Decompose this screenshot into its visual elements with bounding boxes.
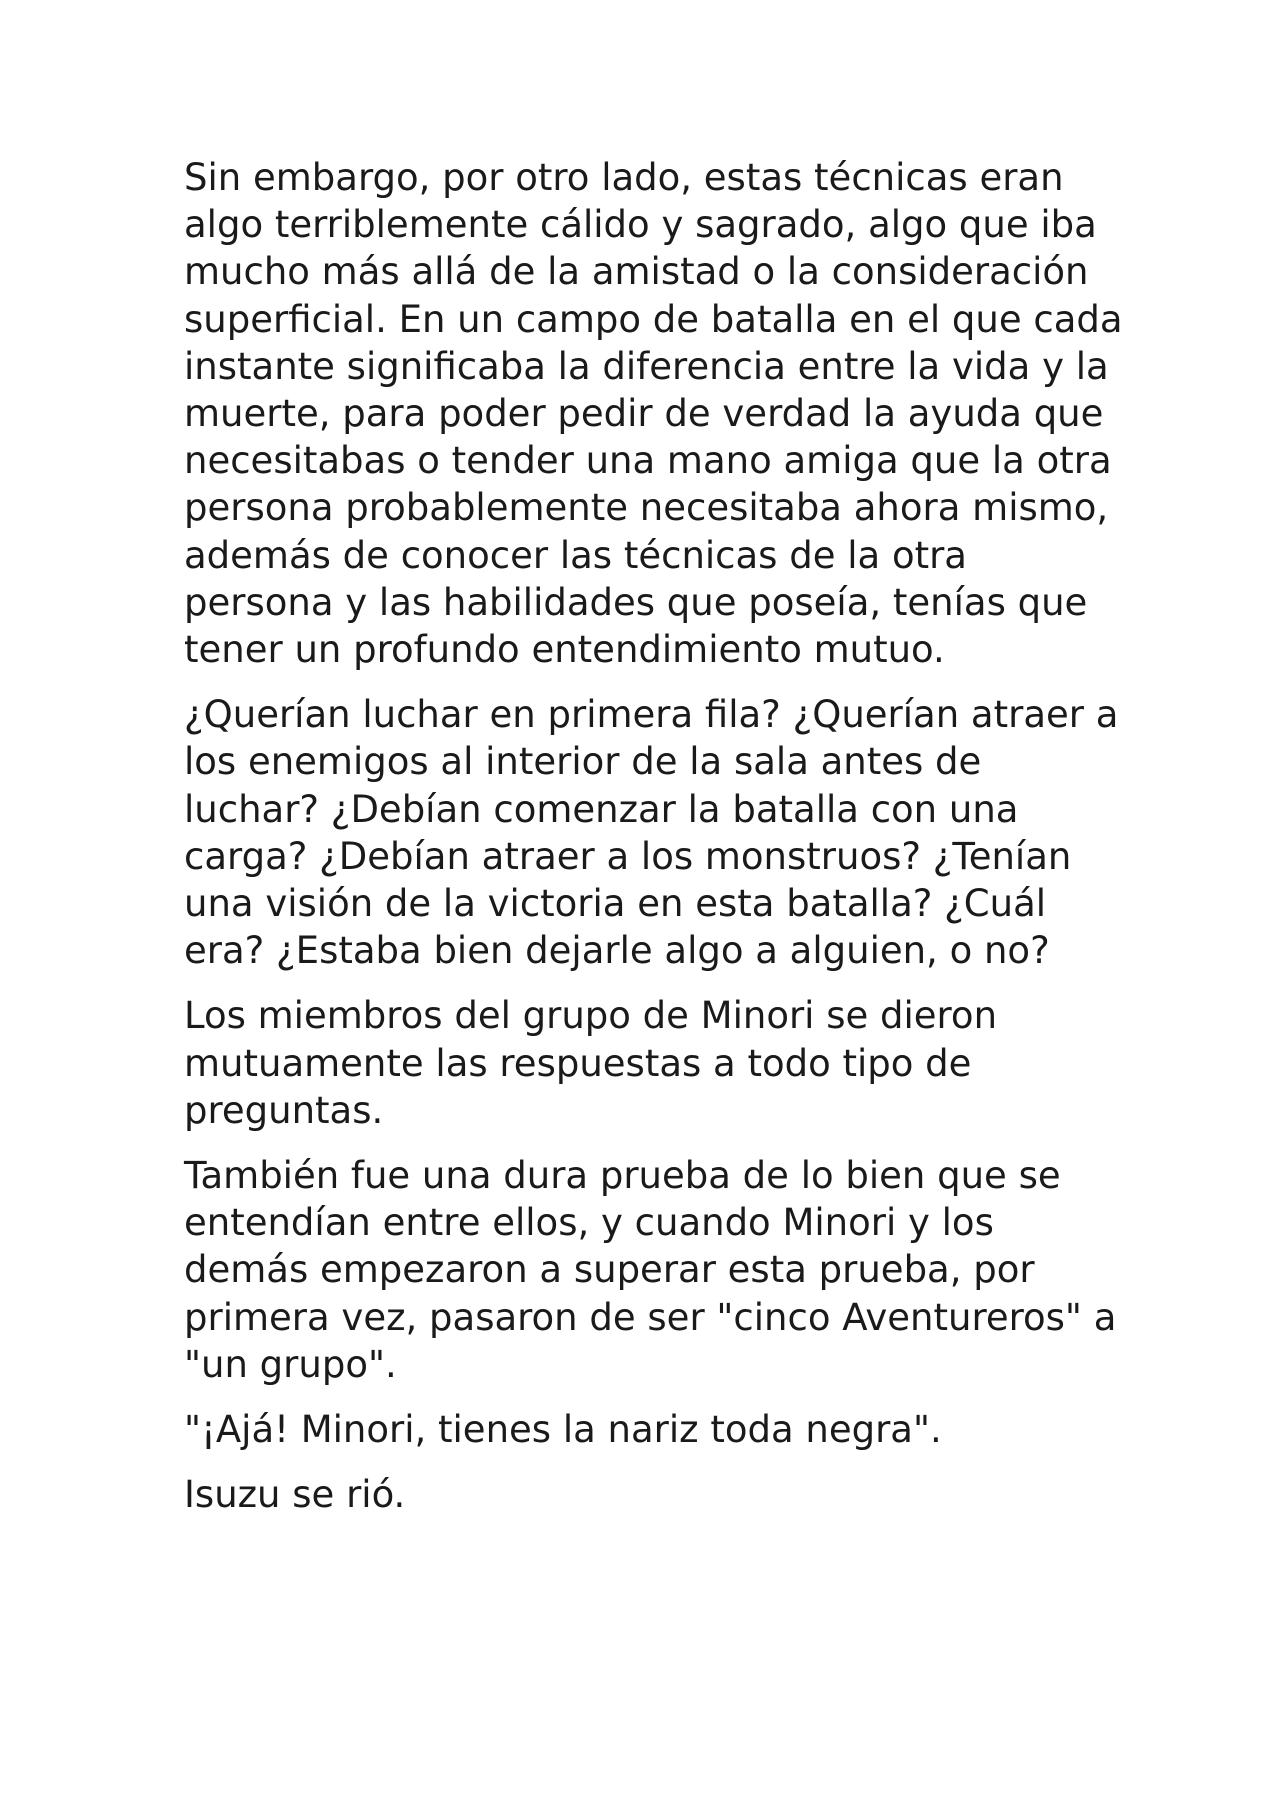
paragraph-1: Sin embargo, por otro lado, estas técnicas eran algo terriblemente cálido y sagrado, algo que iba mucho más allá de la amistad o la consideración superficial. En un campo de batalla en el que cada instante significaba la diferencia entre la vida y la muerte, para poder pedir de verdad la ayuda que necesitabas o tender una mano amiga que la otra persona probablemente necesitaba ahora mismo, además de conocer las técnicas de la otra persona y las habilidades que poseía, tenías que tener un profundo entendimiento mutuo.: [184, 156, 1123, 672]
paragraph-4: También fue una dura prueba de lo bien que se entendían entre ellos, y cuando Minori y los demás empezaron a superar esta prueba, por primera vez, pasaron de ser "cinco Aventureros" a "un grupo".: [184, 1154, 1117, 1386]
paragraph-2: ¿Querían luchar en primera fila? ¿Querían atraer a los enemigos al interior de la sala antes de luchar? ¿Debían comenzar la batalla con una carga? ¿Debían atraer a los monstruos? ¿Tenían una visión de la victoria en esta batalla? ¿Cuál era? ¿Estaba bien dejarle algo a alguien, o no?: [184, 693, 1119, 973]
paragraph-5: "¡Ajá! Minori, tienes la nariz toda negra".: [184, 1408, 942, 1452]
paragraph-6: Isuzu se rió.: [184, 1473, 406, 1517]
paragraph-3: Los miembros del grupo de Minori se dieron mutuamente las respuestas a todo tipo de preguntas.: [184, 994, 998, 1132]
document-page: [184, 154, 1124, 1536]
